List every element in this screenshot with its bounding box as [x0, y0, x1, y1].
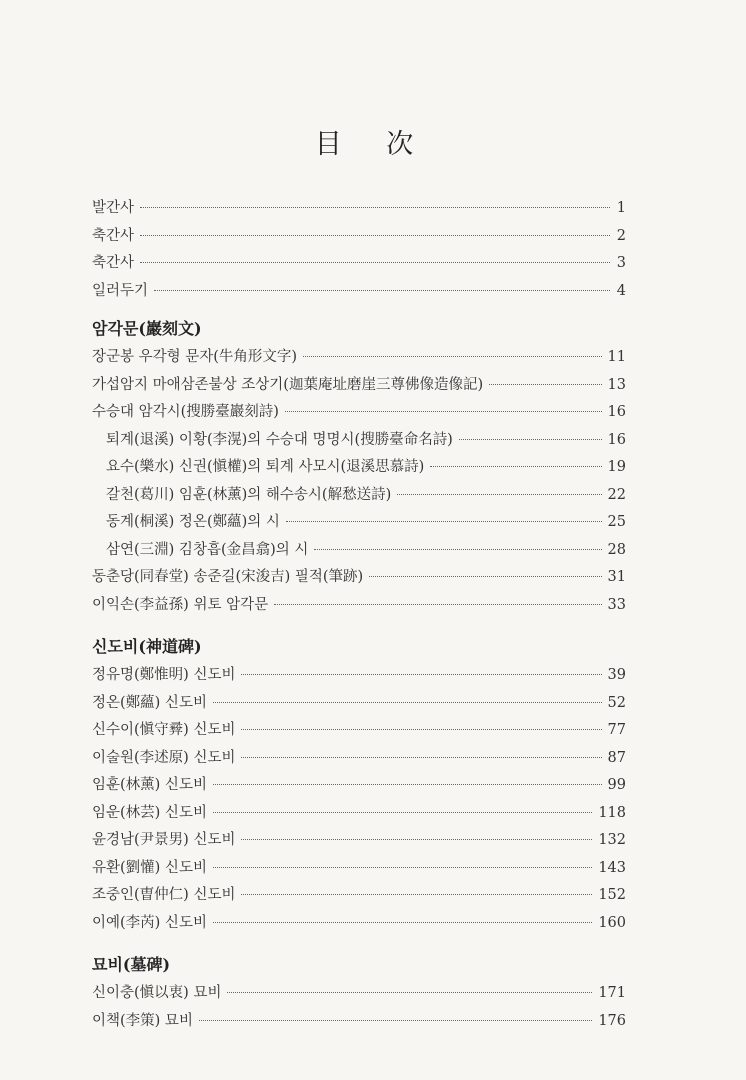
toc-entry-page: 28	[607, 541, 626, 558]
toc-entry-page: 16	[607, 431, 626, 448]
toc-entry-label: 이술원(李述原) 신도비	[92, 749, 236, 766]
section-heading: 신도비(神道碑)	[92, 637, 202, 656]
toc-entry-label: 발간사	[92, 200, 135, 216]
toc-entry-page: 87	[607, 749, 626, 766]
dot-leader	[241, 729, 601, 730]
toc-entry	[92, 279, 626, 307]
dot-leader	[314, 549, 601, 550]
toc-entry-page: 118	[598, 804, 626, 821]
toc-entry	[92, 538, 626, 566]
toc-entry-page: 77	[607, 722, 626, 738]
toc-entry-page: 19	[607, 459, 626, 475]
toc-entry-label: 임운(林芸) 신도비	[92, 804, 207, 821]
toc-entry-page: 1	[616, 200, 626, 216]
toc-entry	[92, 828, 626, 856]
toc-entry-page: 143	[598, 859, 626, 876]
toc-entry-label: 축간사	[92, 255, 135, 271]
dot-leader	[213, 812, 592, 813]
dot-leader	[213, 784, 602, 785]
dot-leader	[285, 411, 602, 412]
toc-entry-page: 3	[616, 255, 626, 271]
toc-entry	[92, 718, 626, 746]
toc-entry-label: 축간사	[92, 227, 135, 244]
toc-entry	[92, 663, 626, 691]
dot-leader	[241, 757, 601, 758]
toc-entry-page: 11	[607, 349, 626, 365]
toc-entry	[92, 981, 626, 1009]
toc-entry-page: 13	[607, 376, 626, 393]
toc-entry	[92, 593, 626, 621]
dot-leader	[489, 384, 601, 385]
toc-entry	[92, 691, 626, 719]
dot-leader	[213, 922, 592, 923]
toc-entry	[92, 911, 626, 939]
dot-leader	[199, 1020, 592, 1021]
toc-entry	[92, 373, 626, 401]
toc-entry	[92, 746, 626, 774]
toc-entry	[92, 428, 626, 456]
dot-leader	[140, 235, 610, 236]
dot-leader	[286, 521, 602, 522]
toc-entry-page: 25	[607, 514, 626, 530]
dot-leader	[213, 702, 602, 703]
toc-entry	[92, 196, 626, 224]
toc-entry	[92, 345, 626, 373]
toc-entry-page: 52	[607, 694, 626, 711]
toc-entry	[92, 483, 626, 511]
toc-entry-label: 윤경남(尹景男) 신도비	[92, 832, 236, 848]
dot-leader	[140, 207, 610, 208]
dot-leader	[459, 439, 602, 440]
toc-entry-label: 동춘당(同春堂) 송준길(宋浚吉) 필적(筆跡)	[92, 569, 364, 585]
toc-entry-page: 171	[598, 985, 626, 1001]
toc-entry-page: 4	[616, 282, 626, 299]
dot-leader	[140, 262, 610, 263]
toc-entry	[92, 510, 626, 538]
toc-entry-label: 요수(樂水) 신권(愼權)의 퇴계 사모시(退溪思慕詩)	[106, 459, 425, 475]
toc-entry	[92, 565, 626, 593]
toc-entry-label: 유환(劉懽) 신도비	[92, 859, 207, 876]
toc-entry-label: 가섭암지 마애삼존불상 조상기(迦葉庵址磨崖三尊佛像造像記)	[92, 376, 484, 393]
toc-entry	[92, 400, 626, 428]
page-title: 目 次	[314, 129, 432, 160]
toc-entry-label: 동계(桐溪) 정온(鄭蘊)의 시	[106, 514, 280, 530]
toc-entry	[92, 1009, 626, 1037]
toc-entry-page: 152	[598, 887, 626, 903]
toc-entry-label: 장군봉 우각형 문자(牛角形文字)	[92, 349, 298, 365]
toc-entry-page: 22	[607, 486, 626, 503]
dot-leader	[303, 356, 601, 357]
section-heading: 암각문(巖刻文)	[92, 319, 202, 338]
toc-entry	[92, 455, 626, 483]
dot-leader	[430, 466, 601, 467]
toc-entry-page: 16	[607, 404, 626, 420]
toc-entry	[92, 773, 626, 801]
toc-entry-page: 31	[607, 569, 626, 585]
toc-entry	[92, 224, 626, 252]
toc-entry-label: 수승대 암각시(搜勝臺巖刻詩)	[92, 404, 279, 420]
toc-entry-label: 정유명(鄭惟明) 신도비	[92, 667, 236, 683]
dot-leader	[369, 576, 601, 577]
dot-leader	[154, 290, 610, 291]
toc-entry-label: 이익손(李益孫) 위토 암각문	[92, 596, 269, 613]
dot-leader	[274, 604, 601, 605]
toc-entry-label: 일러두기	[92, 282, 149, 299]
toc-entry	[92, 251, 626, 279]
toc-entry	[92, 801, 626, 829]
toc-entry-page: 99	[607, 777, 626, 793]
toc-entry-label: 임훈(林薰) 신도비	[92, 777, 207, 793]
toc-entry-label: 조중인(曺仲仁) 신도비	[92, 887, 236, 903]
section-heading: 묘비(墓碑)	[92, 955, 171, 974]
dot-leader	[397, 494, 601, 495]
toc-entry-label: 이책(李策) 묘비	[92, 1012, 193, 1029]
toc-entry-page: 39	[607, 667, 626, 683]
dot-leader	[227, 992, 592, 993]
front-matter-list	[92, 196, 626, 306]
dot-leader	[213, 867, 592, 868]
dot-leader	[241, 839, 592, 840]
toc-entry-label: 이예(李芮) 신도비	[92, 914, 207, 931]
toc-entry-page: 2	[616, 227, 626, 244]
toc-entry-page: 33	[607, 596, 626, 613]
toc-entry-page: 132	[598, 832, 626, 848]
dot-leader	[241, 894, 592, 895]
toc-entry-page: 160	[598, 914, 626, 931]
toc-entry-label: 신수이(愼守彛) 신도비	[92, 722, 236, 738]
toc-entry-label: 퇴계(退溪) 이황(李滉)의 수승대 명명시(搜勝臺命名詩)	[106, 431, 453, 448]
toc-entry	[92, 856, 626, 884]
toc-entry-label: 삼연(三淵) 김창흡(金昌翕)의 시	[106, 541, 309, 558]
toc-entry-label: 정온(鄭蘊) 신도비	[92, 694, 207, 711]
toc-entry-label: 신이충(愼以衷) 묘비	[92, 985, 222, 1001]
dot-leader	[241, 674, 601, 675]
toc-entry	[92, 883, 626, 911]
section-list	[92, 312, 626, 1036]
table-of-contents	[92, 196, 626, 1036]
toc-entry-page: 176	[598, 1012, 626, 1029]
toc-entry-label: 갈천(葛川) 임훈(林薰)의 해수송시(解愁送詩)	[106, 486, 392, 503]
